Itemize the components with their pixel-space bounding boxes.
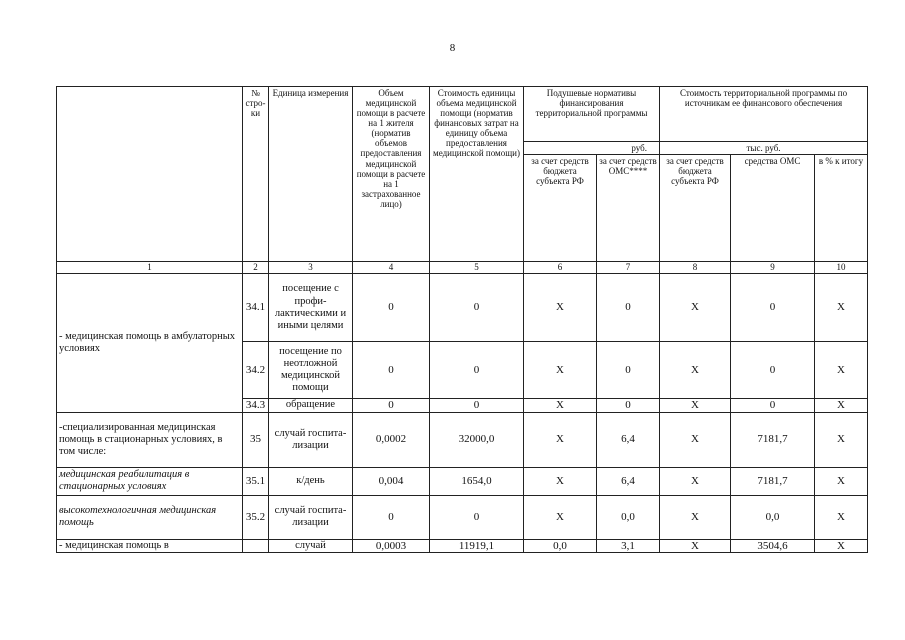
- row-unit-cost: 0: [430, 274, 524, 342]
- row-line-number: 34.3: [243, 399, 269, 413]
- row-oms: 0,0: [597, 495, 660, 539]
- row-name: медицинская реабилитация в стационарных условиях: [57, 467, 243, 495]
- row-unit-cost: 0: [430, 399, 524, 413]
- row-oms-total: 0: [731, 342, 815, 399]
- column-number: 3: [269, 262, 353, 274]
- header-per-capita-norms: Подушевые нормативы финансирования территориальной программы: [524, 87, 660, 142]
- column-number: 8: [660, 262, 731, 274]
- header-budget-subject: за счет средств бюджета субъекта РФ: [524, 155, 597, 262]
- row-volume: 0: [353, 274, 430, 342]
- row-oms-total: 7181,7: [731, 412, 815, 467]
- row-unit-cost: 0: [430, 495, 524, 539]
- header-unit-rub: руб.: [524, 142, 660, 155]
- column-number: 2: [243, 262, 269, 274]
- row-budget-total: X: [660, 539, 731, 553]
- header-budget-subject-2: за счет средств бюджета субъекта РФ: [660, 155, 731, 262]
- row-volume: 0: [353, 399, 430, 413]
- row-percent: X: [815, 467, 868, 495]
- row-oms-total: 7181,7: [731, 467, 815, 495]
- row-unit-cost: 1654,0: [430, 467, 524, 495]
- header-unit: Единица измерения: [269, 87, 353, 262]
- row-unit-cost: 11919,1: [430, 539, 524, 553]
- row-volume: 0: [353, 495, 430, 539]
- row-line-number: 35.2: [243, 495, 269, 539]
- row-unit-cost: 0: [430, 342, 524, 399]
- header-percent-total: в % к итогу: [815, 155, 868, 262]
- row-unit-cost: 32000,0: [430, 412, 524, 467]
- row-budget: 0,0: [524, 539, 597, 553]
- row-name: -специализированная медицинская помощь в стационарных условиях, в том числе:: [57, 412, 243, 467]
- header-unit-cost: Стоимость единицы объема медицинской помощи (норматив финансовых затрат на единицу объема предоставления медицинской помощи): [430, 87, 524, 262]
- table-row: [57, 539, 868, 553]
- row-oms: 3,1: [597, 539, 660, 553]
- header-oms-funds: средства ОМС: [731, 155, 815, 262]
- header-unit-thousand-rub: тыс. руб.: [660, 142, 868, 155]
- table-row: [57, 467, 868, 495]
- column-number: 5: [430, 262, 524, 274]
- row-unit: случай госпита-лизации: [269, 412, 353, 467]
- row-percent: X: [815, 342, 868, 399]
- column-number: 6: [524, 262, 597, 274]
- row-percent: X: [815, 412, 868, 467]
- header-volume: Объем медицинской помощи в расчете на 1 жителя (норматив объемов предоставления медицинской помощи в расчете на 1 застрахованное лицо): [353, 87, 430, 262]
- row-volume: 0,004: [353, 467, 430, 495]
- row-volume: 0,0003: [353, 539, 430, 553]
- row-oms: 0: [597, 274, 660, 342]
- page-number: 8: [449, 42, 456, 54]
- row-volume: 0: [353, 342, 430, 399]
- row-volume: 0,0002: [353, 412, 430, 467]
- row-budget-total: X: [660, 495, 731, 539]
- row-budget-total: X: [660, 342, 731, 399]
- row-percent: X: [815, 495, 868, 539]
- row-budget-total: X: [660, 467, 731, 495]
- row-oms-total: 0,0: [731, 495, 815, 539]
- row-unit: случай госпита-лизации: [269, 495, 353, 539]
- row-percent: X: [815, 274, 868, 342]
- row-unit: случай: [269, 539, 353, 553]
- row-oms: 0: [597, 399, 660, 413]
- row-oms: 6,4: [597, 467, 660, 495]
- row-unit: посещение по неотложной медицинской помощи: [269, 342, 353, 399]
- row-line-number: 34.2: [243, 342, 269, 399]
- header-empty-cell: [57, 87, 243, 262]
- row-budget: X: [524, 412, 597, 467]
- row-unit: посещение с профи-лактическими и иными целями: [269, 274, 353, 342]
- column-number: 10: [815, 262, 868, 274]
- row-percent: X: [815, 539, 868, 553]
- row-budget: X: [524, 495, 597, 539]
- row-name: - медицинская помощь в амбулаторных условиях: [57, 274, 243, 413]
- row-budget-total: X: [660, 399, 731, 413]
- row-budget: X: [524, 399, 597, 413]
- table-row: [57, 274, 868, 342]
- row-oms-total: 0: [731, 399, 815, 413]
- row-budget: X: [524, 274, 597, 342]
- row-unit: обращение: [269, 399, 353, 413]
- column-number: 1: [57, 262, 243, 274]
- row-name: - медицинская помощь в: [57, 539, 243, 553]
- financing-table: [56, 86, 868, 553]
- row-oms-total: 3504,6: [731, 539, 815, 553]
- row-budget-total: X: [660, 274, 731, 342]
- column-number: 4: [353, 262, 430, 274]
- row-oms: 0: [597, 342, 660, 399]
- table-row: [57, 495, 868, 539]
- row-percent: X: [815, 399, 868, 413]
- row-budget: X: [524, 467, 597, 495]
- row-line-number: [243, 539, 269, 553]
- row-line-number: 34.1: [243, 274, 269, 342]
- table-row: [57, 412, 868, 467]
- row-name: высокотехнологичная медицинская помощь: [57, 495, 243, 539]
- row-budget-total: X: [660, 412, 731, 467]
- column-number: 7: [597, 262, 660, 274]
- row-budget: X: [524, 342, 597, 399]
- row-oms: 6,4: [597, 412, 660, 467]
- column-number: 9: [731, 262, 815, 274]
- header-oms: за счет средств ОМС****: [597, 155, 660, 262]
- row-line-number: 35: [243, 412, 269, 467]
- header-line-number: № стро-ки: [243, 87, 269, 262]
- header-program-cost: Стоимость территориальной программы по источникам ее финансового обеспечения: [660, 87, 868, 142]
- row-line-number: 35.1: [243, 467, 269, 495]
- row-unit: к/день: [269, 467, 353, 495]
- row-oms-total: 0: [731, 274, 815, 342]
